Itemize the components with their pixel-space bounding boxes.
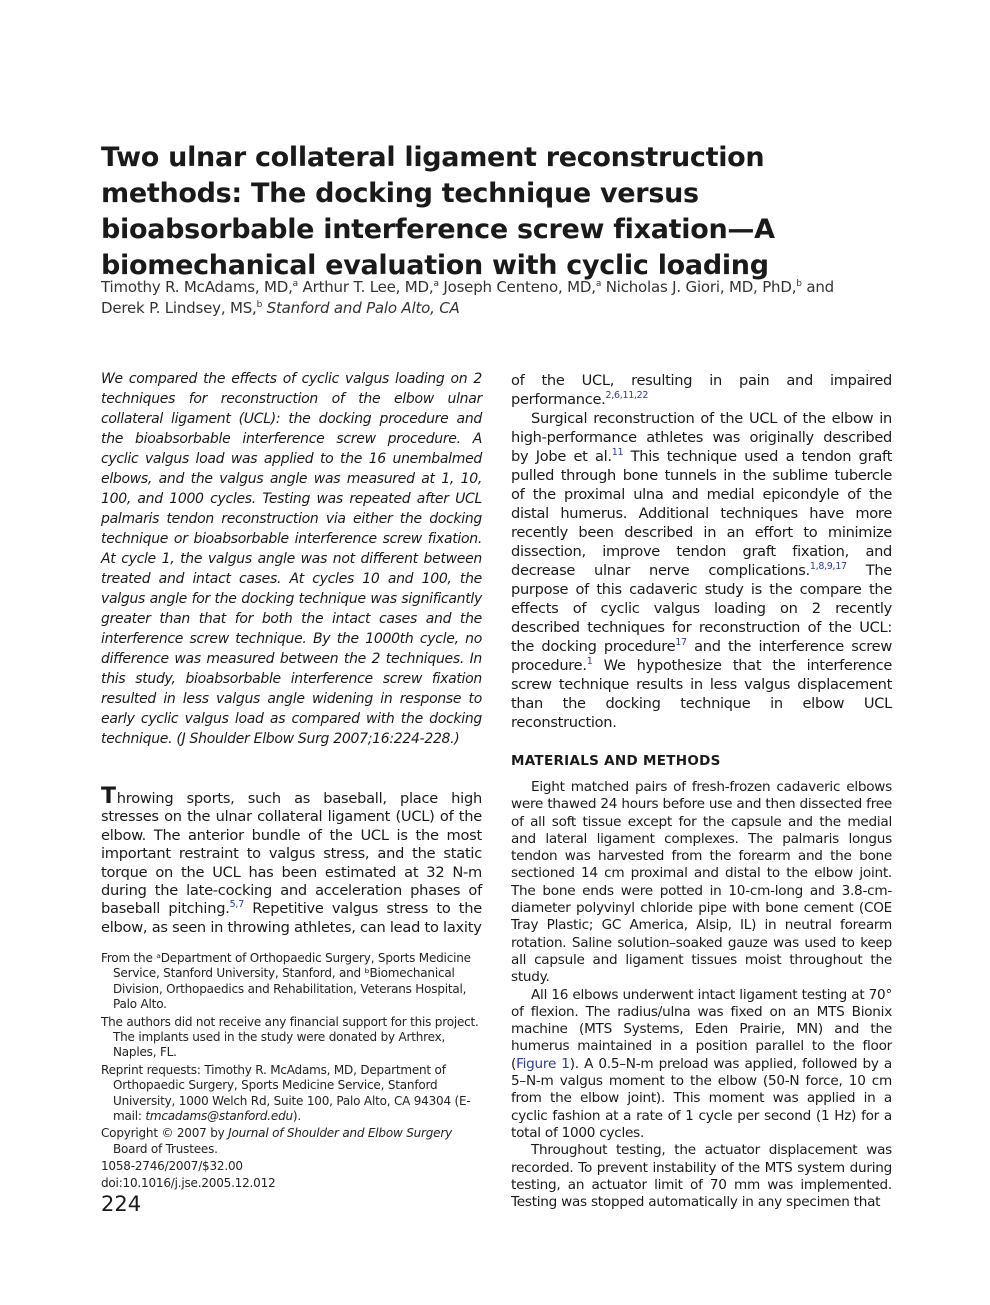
body-text: and the interference screw procedure. [511, 638, 892, 674]
page-number: 224 [101, 1192, 142, 1216]
author-name: Nicholas J. Giori, MD, PhD, [601, 278, 797, 296]
body-paragraph: Throughout testing, the actuator displacement was recorded. To prevent instability of the MTS system during testing, an actuator limit of 70 mm was implemented. Testing was stopped automatically in any specimen that [511, 1142, 892, 1211]
reprint-note [101, 1063, 482, 1125]
doi: doi:10.1016/j.jse.2005.12.012 [101, 1175, 276, 1190]
body-text: We hypothesize that the interference screw technique results in less valgus displacement than the docking technique in elbow UCL reconstruction. [511, 657, 892, 731]
abstract: We compared the effects of cyclic valgus loading on 2 techniques for reconstruction of the elbow ulnar collateral ligament (UCL): the docking procedure and the bioabsorbable interference screw procedure. A cyclic valgus load was applied to the 16 unembalmed elbows, and the valgus angle was measured at 1, 10, 100, and 1000 cycles. Testing was repeated after UCL palmaris tendon reconstruction via either the docking technique or bioabsorbable interference screw fixation. At cycle 1, the valgus angle was not different between treated and intact cases. At cycles 10 and 100, the valgus angle for the docking technique was significantly greater than that for both the intact cases and the interference screw technique. By the 1000th cycle, no difference was measured between the 2 techniques. In this study, bioabsorbable interference screw fixation resulted in less valgus angle widening in response to early cyclic valgus load as compared with the docking technique. (J Shoulder Elbow Surg 2007;16:224-228.) [101, 371, 482, 747]
journal-name: Journal of Shoulder and Elbow Surgery [228, 1126, 453, 1141]
author-name: Joseph Centeno, MD, [438, 278, 596, 296]
reprint-end: ). [292, 1109, 301, 1124]
copyright-text: Board of Trustees. [113, 1141, 218, 1156]
affiliation-marker: a [292, 279, 298, 289]
intro-text: Repetitive valgus stress to the elbow, as seen in throwing athletes, can lead to laxity [101, 900, 482, 936]
figure-link[interactable]: Figure 1 [516, 1055, 570, 1072]
body-text: This technique used a tendon graft pulled through bone tunnels in the sublime tubercle of the proximal ulna and medial epicondyle of the distal humerus. Additional techniques have more recently been described in an effort to minimize dissection, improve tendon graft fixation, and decrease ulnar nerve complications. [511, 448, 892, 579]
copyright-note [101, 1126, 482, 1157]
body-paragraph [511, 371, 892, 409]
citation-link[interactable]: 1 [586, 656, 593, 668]
author-name: and Derek P. Lindsey, MS, [101, 278, 834, 317]
author-name: Arthur T. Lee, MD, [297, 278, 434, 296]
introduction-paragraph [101, 784, 482, 937]
methods-section [511, 779, 892, 1211]
affiliation-marker: a [595, 279, 602, 289]
intro-text: hrowing sports, such as baseball, place high stresses on the ulnar collateral ligament (UCL) of the elbow. The anterior bundle of the UCL is the most important restraint to valgus stress, and the static torque on the UCL has been estimated at 32 N-m during the late-cocking and acceleration phases of baseball pitching. [101, 790, 482, 918]
article-notes [101, 951, 482, 1192]
affiliation-marker: b [796, 279, 802, 289]
citation-link[interactable]: 17 [675, 637, 687, 649]
citation-link[interactable]: 11 [611, 447, 624, 459]
email-link[interactable]: tmcadams@stanford.edu [145, 1109, 293, 1124]
body-text: of the UCL, resulting in pain and impaired performance. [511, 372, 892, 408]
body-text: The purpose of this cadaveric study is the compare the effects of cyclic valgus loading on 2 recently described techniques for reconstruction of the UCL: the docking procedure [511, 562, 892, 655]
citation-link[interactable]: 2,6,11,22 [605, 390, 649, 402]
copyright-text: Copyright © 2007 by [101, 1126, 229, 1141]
affiliation-marker: a [433, 279, 439, 289]
author-name: Timothy R. McAdams, MD, [101, 278, 293, 296]
funding-note: The authors did not receive any financial support for this project. The implants used in the study were donated by Arthrex, Naples, FL. [101, 1014, 479, 1060]
body-text: All 16 elbows underwent intact ligament testing at 70° of flexion. The radius/ulna was fixed on an MTS Bionix machine (MTS Systems, Eden Prairie, MN) and the humerus maintained in a position parallel to the floor ( [511, 986, 892, 1072]
article-title: Two ulnar collateral ligament reconstruction methods: The docking technique versus bioabsorbable interference screw fixation—A biomechanical evaluation with cyclic loading [101, 142, 775, 281]
body-paragraph [511, 987, 892, 1143]
right-column [511, 371, 892, 1211]
body-paragraph: Eight matched pairs of fresh-frozen cadaveric elbows were thawed 24 hours before use and then dissected free of all soft tissue except for the capsule and the medial and lateral ligament complexes. The palmaris longus tendon was harvested from the forearm and the bone sectioned 14 cm proximal and distal to the elbow joint. The bone ends were potted in 10-cm-long and 3.8-cm-diameter polyvinyl chloride pipe with bone cement (COE Tray Plastic; GC America, Alsip, IL) in neutral forearm rotation. Saline solution–soaked gauze was used to keep all capsule and ligament tissues moist throughout the study. [511, 779, 892, 986]
body-paragraph [511, 409, 892, 732]
author-location: Stanford and Palo Alto, CA [262, 299, 460, 317]
body-text: Surgical reconstruction of the UCL of the elbow in high-performance athletes was originally described by Jobe et al. [511, 410, 892, 465]
affiliation-note: From the ᵃDepartment of Orthopaedic Surgery, Sports Medicine Service, Stanford University, Stanford, and ᵇBiomechanical Division, Orthopaedics and Rehabilitation, Veterans Hospital, Palo Alto. [101, 951, 471, 1012]
drop-cap: T [101, 784, 116, 809]
citation-link[interactable]: 5,7 [229, 899, 244, 911]
issn: 1058-2746/2007/$32.00 [101, 1159, 243, 1174]
section-heading: MATERIALS AND METHODS [511, 753, 721, 769]
affiliation-marker: b [256, 300, 263, 310]
author-list [101, 277, 881, 319]
reprint-text: Reprint requests: Timothy R. McAdams, MD, Department of Orthopaedic Surgery, Sports Medicine Service, Stanford University, 1000 Welch Rd, Suite 100, Palo Alto, CA 94304 (E-mail: [101, 1062, 471, 1124]
citation-link[interactable]: 1,8,9,17 [809, 561, 847, 573]
body-text: ). A 0.5–N-m preload was applied, followed by a 5–N-m valgus moment to the elbow (50-N force, 10 cm from the elbow joint). This moment was applied in a cyclic fashion at a rate of 1 cycle per second (1 Hz) for a total of 1000 cycles. [511, 1055, 892, 1141]
